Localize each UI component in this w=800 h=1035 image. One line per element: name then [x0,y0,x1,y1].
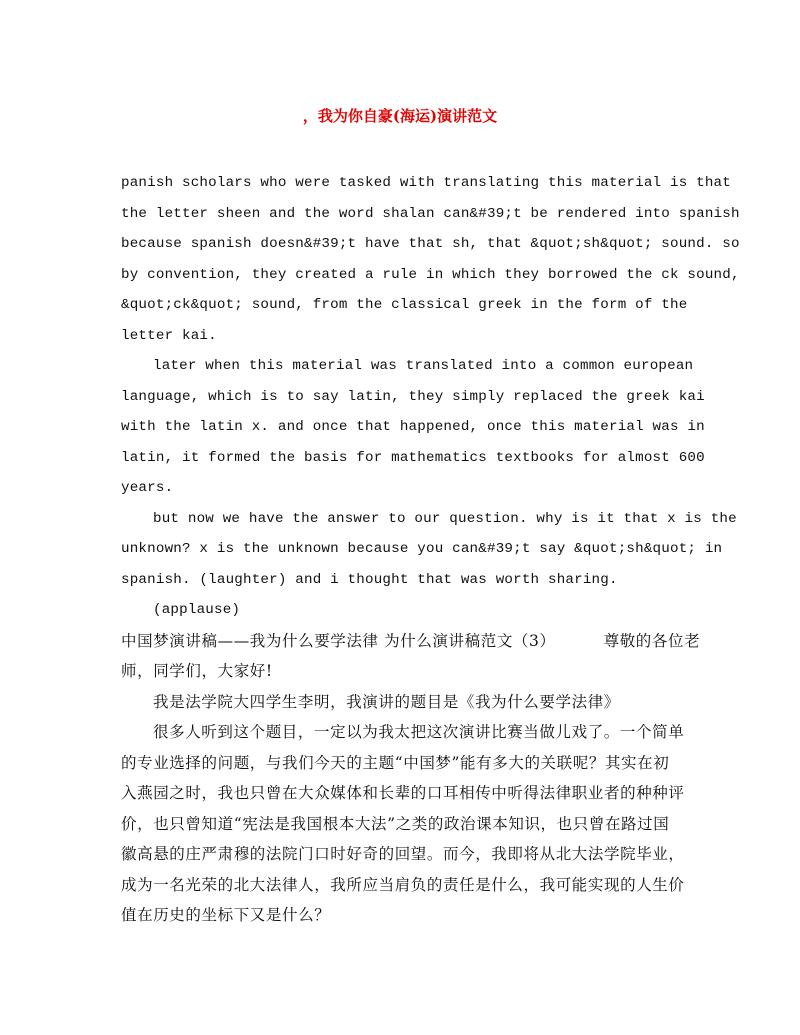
text-line: 我是法学院大四学生李明，我演讲的题目是《我为什么要学法律》 [153,692,620,711]
text-line: 价，也只曾知道“宪法是我国根本大法”之类的政治课本知识，也只曾在路过国 [121,814,670,833]
text-line: because spanish doesn&#39;t have that sh, that &quot;sh&quot; sound. so [121,236,740,252]
text-line: by convention, they created a rule in which they borrowed the ck sound, [121,266,740,283]
text-line: latin, it formed the basis for mathematics textbooks for almost 600 [121,449,705,466]
text-line: language, which is to say latin, they simply replaced the greek kai [121,388,705,405]
document-title: ，我为你自豪(海运)演讲范文 [302,107,498,125]
text-line: 的专业选择的问题，与我们今天的主题“中国梦”能有多大的关联呢？其实在初 [121,753,670,772]
text-line: the letter sheen and the word shalan can&#39;t be rendered into spanish [121,205,740,222]
text-line: 入燕园之时，我也只曾在大众媒体和长辈的口耳相传中听得法律职业者的种种评 [121,784,685,802]
text-line: 值在历史的坐标下又是什么？ [121,906,331,924]
text-line: but now we have the answer to our question. why is it that x is the [153,510,737,527]
speech-heading-title: 中国梦演讲稿——我为什么要学法律 为什么演讲稿范文（3） [121,631,556,650]
text-line: 徽高悬的庄严肃穆的法院门口时好奇的回望。而今，我即将从北大法学院毕业， [121,845,685,863]
text-line: years. [121,480,174,496]
text-line: 很多人听到这个题目，一定以为我太把这次演讲比赛当做儿戏了。一个简单 [153,723,685,741]
text-line: 师，同学们，大家好! [121,662,273,680]
text-line: with the latin x. and once that happened, once this material was in [121,419,705,435]
text-line: letter kai. [121,327,217,344]
document-body [121,168,740,931]
text-line: later when this material was translated into a common european [153,358,694,374]
text-line: 成为一名光荣的北大法律人，我所应当肩负的责任是什么，我可能实现的人生价 [121,875,685,894]
text-line: &quot;ck&quot; sound, from the classical greek in the form of the [121,297,688,313]
speech-heading-salutation: 尊敬的各位老 [603,631,701,650]
text-line: panish scholars who were tasked with translating this material is that [121,175,731,191]
text-line: (applause) [153,602,241,618]
text-line: spanish. (laughter) and i thought that was worth sharing. [121,571,618,588]
text-line: unknown? x is the unknown because you can&#39;t say &quot;sh&quot; in [121,541,723,557]
speech-heading [121,626,701,657]
